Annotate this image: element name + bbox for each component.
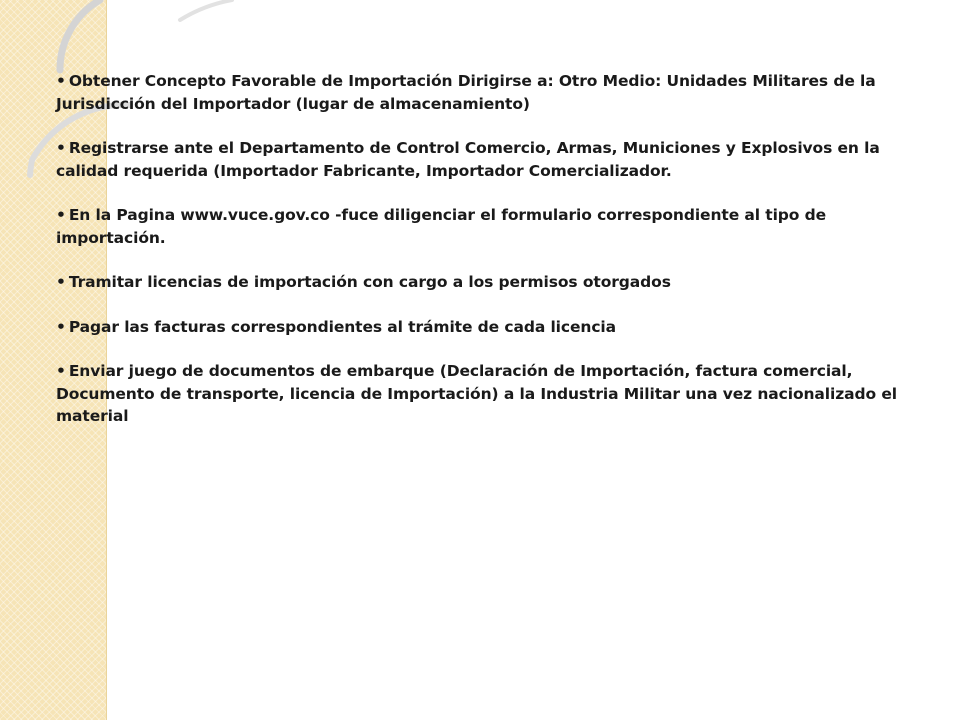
list-item bbox=[56, 271, 906, 294]
list-item bbox=[56, 204, 906, 249]
bullet-marker: • bbox=[56, 72, 66, 90]
bullet-text: Registrarse ante el Departamento de Control Comercio, Armas, Municiones y Explosivos en la calidad requerida (Importador Fabricante, Importador Comercializador. bbox=[56, 139, 880, 180]
bullet-text: Obtener Concepto Favorable de Importación Dirigirse a: Otro Medio: Unidades Militares de la Jurisdicción del Importador (lugar de almacenamiento) bbox=[56, 72, 876, 113]
list-item bbox=[56, 360, 906, 428]
bullet-text: Enviar juego de documentos de embarque (Declaración de Importación, factura comercial, Documento de transporte, licencia de Importación) a la Industria Militar una vez nacionalizado el material bbox=[56, 362, 897, 425]
list-item bbox=[56, 316, 906, 339]
bullet-text: Tramitar licencias de importación con cargo a los permisos otorgados bbox=[68, 273, 671, 291]
bullet-text: Pagar las facturas correspondientes al trámite de cada licencia bbox=[68, 317, 616, 336]
bullet-marker: • bbox=[56, 139, 66, 157]
bullet-marker: • bbox=[56, 317, 66, 336]
bullet-list bbox=[56, 70, 906, 450]
list-item bbox=[56, 137, 906, 182]
bullet-marker: • bbox=[56, 362, 66, 380]
bullet-marker: • bbox=[56, 206, 66, 224]
bullet-marker: • bbox=[56, 273, 66, 291]
list-item bbox=[56, 70, 906, 115]
bullet-text: En la Pagina www.vuce.gov.co -fuce diligenciar el formulario correspondiente al tipo de importación. bbox=[56, 206, 827, 247]
